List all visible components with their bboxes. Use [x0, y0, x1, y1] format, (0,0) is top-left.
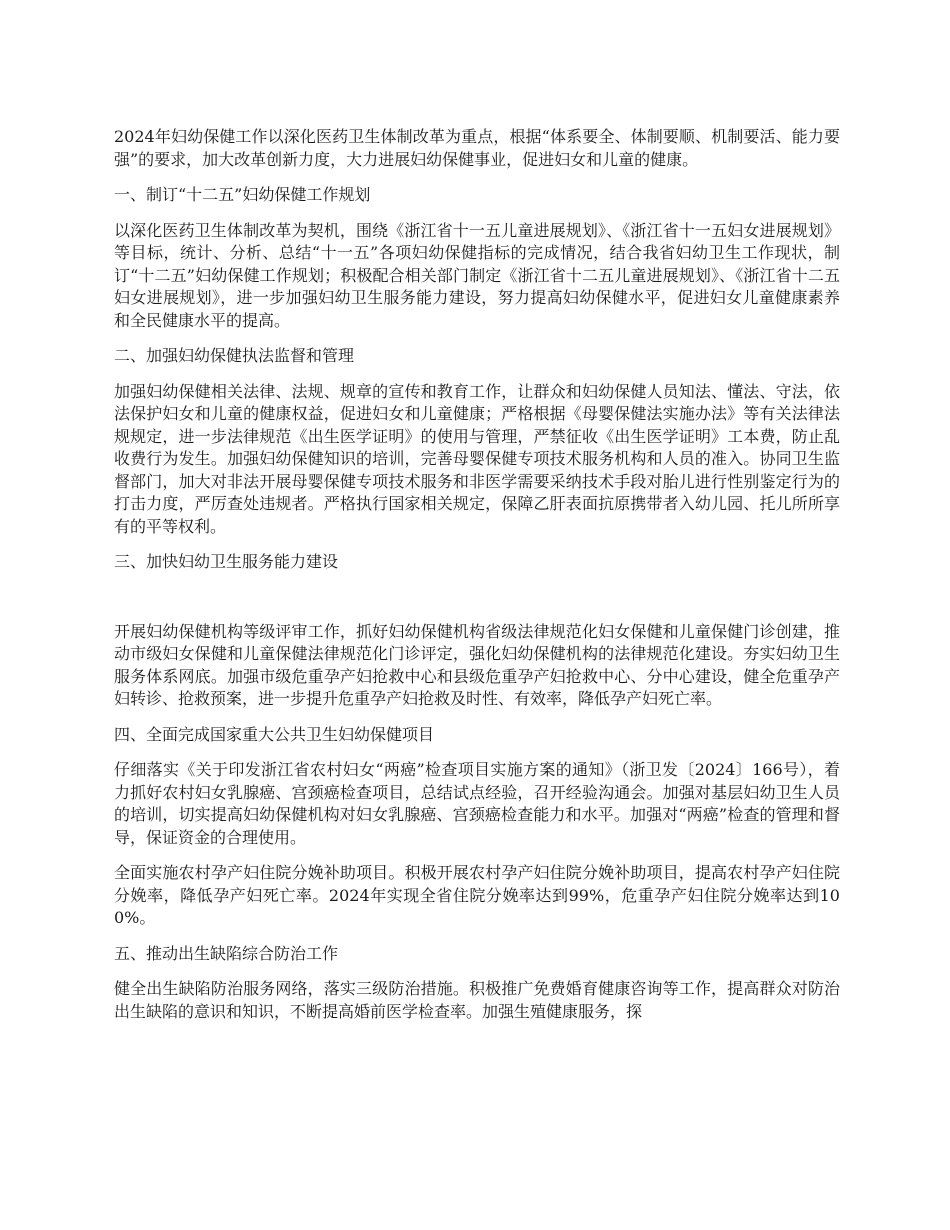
section-2-paragraph-1: 加强妇幼保健相关法律、法规、规章的宣传和教育工作，让群众和妇幼保健人员知法、懂法、守法，依法保护妇女和儿童的健康权益，促进妇女和儿童健康；严格根据《母婴保健法实施办法》等有关法律法规规定，进一步法律规范《出生医学证明》的使用与管理，严禁征收《出生医学证明》工本费，防止乱收费行为发生。加强妇幼保健知识的培训，完善母婴保健专项技术服务机构和人员的准入。协同卫生监督部门，加大对非法开展母婴保健专项技术服务和非医学需要采纳技术手段对胎儿进行性别鉴定行为的打击力度，严厉查处违规者。严格执行国家相关规定，保障乙肝表面抗原携带者入幼儿园、托儿所所享有的平等权利。 — [114, 381, 840, 536]
section-2-heading: 二、加强妇幼保健执法监督和管理 — [114, 346, 355, 365]
section-4-paragraph-1: 仔细落实《关于印发浙江省农村妇女“两癌”检查项目实施方案的通知》（浙卫发〔2024〕166号），着力抓好农村妇女乳腺癌、宫颈癌检查项目，总结试点经验，召开经验沟通会。加强对基层妇幼卫生人员的培训，切实提高妇幼保健机构对妇女乳腺癌、宫颈癌检查能力和水平。加强对“两癌”检查的管理和督导，保证资金的合理使用。 — [114, 760, 840, 847]
section-3-paragraph-1: 开展妇幼保健机构等级评审工作，抓好妇幼保健机构省级法律规范化妇女保健和儿童保健门诊创建，推动市级妇女保健和儿童保健法律规范化门诊评定，强化妇幼保健机构的法律规范化建设。夯实妇幼卫生服务体系网底。加强市级危重孕产妇抢救中心和县级危重孕产妇抢救中心、分中心建设，健全危重孕产妇转诊、抢救预案，进一步提升危重孕产妇抢救及时性、有效率，降低孕产妇死亡率。 — [114, 621, 840, 708]
section-3-blank-space — [114, 587, 840, 621]
section-5-heading: 五、推动出生缺陷综合防治工作 — [114, 943, 339, 963]
section-3-heading: 三、加快妇幼卫生服务能力建设 — [114, 552, 339, 571]
section-5-paragraph-1: 健全出生缺陷防治服务网络，落实三级防治措施。积极推广免费婚育健康咨询等工作，提高群众对防治出生缺陷的意识和知识，不断提高婚前医学检查率。加强生殖健康服务，探 — [114, 979, 840, 1021]
section-1-heading: 一、制订“十二五”妇幼保健工作规划 — [114, 185, 371, 204]
intro-paragraph: 2024年妇幼保健工作以深化医药卫生体制改革为重点，根据“体系要全、体制要顺、机制要活、能力要强”的要求，加大改革创新力度，大力进展妇幼保健事业，促进妇女和儿童的健康。 — [114, 127, 840, 169]
section-4-paragraph-2: 全面实施农村孕产妇住院分娩补助项目。积极开展农村孕产妇住院分娩补助项目，提高农村孕产妇住院分娩率，降低孕产妇死亡率。2024年实现全省住院分娩率达到99%，危重孕产妇住院分娩率达到100%。 — [114, 863, 840, 927]
section-1-paragraph-1: 以深化医药卫生体制改革为契机，围绕《浙江省十一五儿童进展规划》、《浙江省十一五妇女进展规划》等目标，统计、分析、总结“十一五”各项妇幼保健指标的完成情况，结合我省妇幼卫生工作现状，制订“十二五”妇幼保健工作规划；积极配合相关部门制定《浙江省十二五儿童进展规划》、《浙江省十二五妇女进展规划》，进一步加强妇幼卫生服务能力建设，努力提高妇幼保健水平，促进妇女儿童健康素养和全民健康水平的提高。 — [114, 220, 840, 330]
document-page — [114, 126, 840, 1036]
section-4-heading: 四、全面完成国家重大公共卫生妇幼保健项目 — [114, 724, 435, 744]
